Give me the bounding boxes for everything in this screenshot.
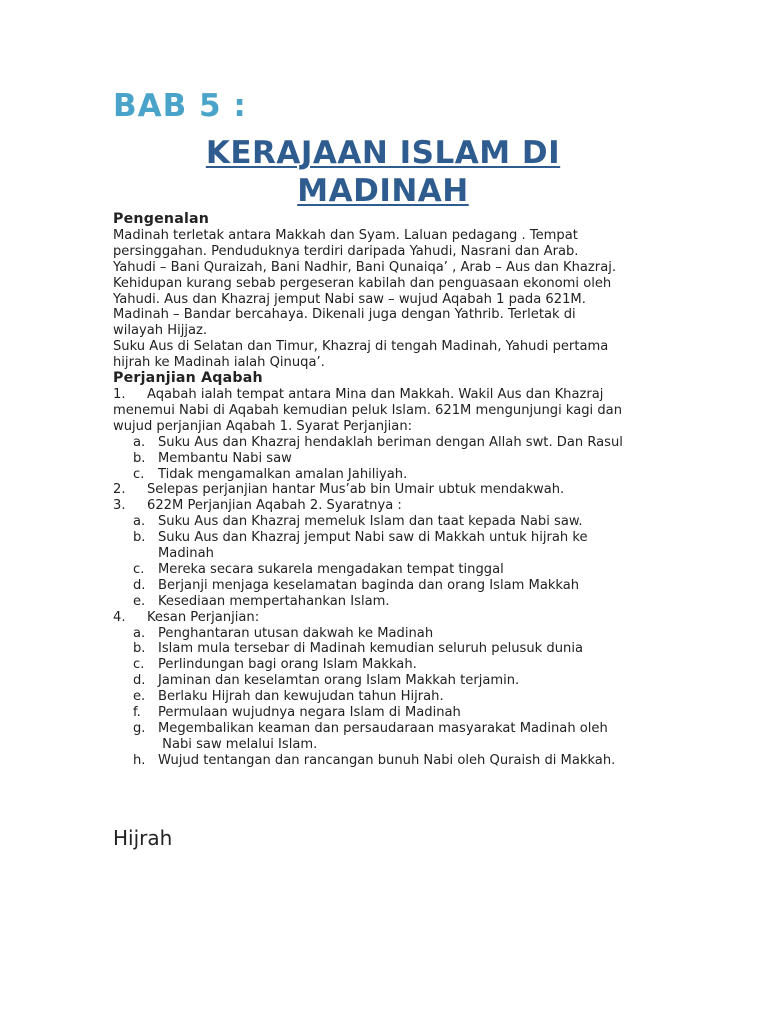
sub-item-letter: d.: [133, 577, 146, 593]
intro-line: Madinah terletak antara Makkah dan Syam. Laluan pedagang . Tempat: [113, 227, 578, 243]
numbered-item-4: [113, 610, 653, 626]
sub-item: [113, 578, 653, 594]
sub-item-text: Membantu Nabi saw: [158, 450, 292, 466]
sub-item-text: Penghantaran utusan dakwah ke Madinah: [158, 625, 434, 641]
sub-item-text: Suku Aus dan Khazraj jemput Nabi saw di Makkah untuk hijrah ke: [158, 530, 588, 546]
sub-item: [113, 562, 653, 578]
chapter-label: BAB 5 :: [113, 88, 247, 124]
item-number: 1.: [113, 386, 126, 402]
numbered-item-3: [113, 498, 653, 514]
sub-item-text: Berlaku Hijrah dan kewujudan tahun Hijrah.: [158, 689, 444, 705]
item-continuation: wujud perjanjian Aqabah 1. Syarat Perjanjian:: [113, 418, 413, 434]
sub-item-text: Permulaan wujudnya negara Islam di Madinah: [158, 705, 461, 721]
sub-item-letter: a.: [133, 514, 146, 530]
sub-item-letter: c.: [133, 466, 145, 482]
sub-item-letter: g.: [133, 721, 146, 736]
sub-item: [113, 594, 653, 610]
intro-line: Yahudi – Bani Quraizah, Bani Nadhir, Bani Qunaiqa’ , Arab – Aus dan Khazraj.: [113, 259, 617, 275]
item-text: Aqabah ialah tempat antara Mina dan Makkah. Wakil Aus dan Khazraj: [147, 386, 604, 402]
sub-item: [113, 641, 653, 657]
sub-item-letter: a.: [133, 625, 146, 641]
sub-item-text: Tidak mengamalkan amalan Jahiliyah.: [158, 466, 408, 482]
sub-item-continuation: [113, 546, 653, 562]
chapter-title-line-2: MADINAH: [297, 173, 469, 209]
sub-item-text: Megembalikan keaman dan persaudaraan masyarakat Madinah oleh: [158, 721, 608, 736]
sub-item: [113, 673, 653, 689]
intro-line: Yahudi. Aus dan Khazraj jemput Nabi saw – wujud Aqabah 1 pada 621M.: [113, 291, 586, 307]
sub-item-letter: b.: [133, 530, 146, 546]
section-heading-hijrah: Hijrah: [113, 826, 173, 850]
intro-paragraph: [113, 228, 653, 371]
sub-item: [113, 689, 653, 705]
sub-item: [113, 530, 653, 546]
sub-item-text: Madinah: [158, 546, 214, 562]
sub-item-text: Perlindungan bagi orang Islam Makkah.: [158, 657, 417, 673]
sub-item-letter: [113, 737, 158, 753]
sub-item: [113, 657, 653, 673]
sub-item: [113, 721, 653, 737]
sub-item-text: Suku Aus dan Khazraj memeluk Islam dan taat kepada Nabi saw.: [158, 514, 583, 530]
sub-item: [113, 705, 653, 721]
sub-item: [113, 514, 653, 530]
item-continuation: menemui Nabi di Aqabah kemudian peluk Islam. 621M mengunjungi kagi dan: [113, 402, 622, 418]
sub-item-letter: c.: [133, 561, 145, 577]
sub-item: [113, 467, 653, 483]
sub-item-letter: b.: [133, 641, 146, 657]
intro-line: wilayah Hijjaz.: [113, 323, 208, 339]
item-text: Kesan Perjanjian:: [147, 609, 260, 625]
item-text: Selepas perjanjian hantar Mus’ab bin Umair ubtuk mendakwah.: [147, 482, 565, 498]
chapter-title-line-1: KERAJAAN ISLAM DI: [205, 135, 561, 171]
intro-line: Madinah – Bandar bercahaya. Dikenali juga dengan Yathrib. Terletak di: [113, 307, 576, 323]
section-heading-pengenalan: Pengenalan: [113, 211, 210, 227]
numbered-item-2: [113, 482, 653, 498]
document-body: [113, 212, 653, 769]
item-text: 622M Perjanjian Aqabah 2. Syaratnya :: [147, 498, 402, 514]
sub-item-letter: c.: [133, 657, 145, 673]
sub-item-text: Berjanji menjaga keselamatan baginda dan orang Islam Makkah: [158, 577, 580, 593]
sub-item: [113, 435, 653, 451]
sub-item-continuation: [113, 737, 653, 753]
sub-item-text: Jaminan dan keselamtan orang Islam Makkah terjamin.: [158, 673, 520, 689]
sub-item: [113, 451, 653, 467]
sub-item-text: Suku Aus dan Khazraj hendaklah beriman dengan Allah swt. Dan Rasul: [158, 434, 623, 450]
sub-item-letter: e.: [133, 689, 146, 705]
sub-item-letter: f.: [133, 705, 141, 721]
sub-item-letter: h.: [133, 752, 146, 768]
sub-item-letter: b.: [133, 450, 146, 466]
section-heading-aqabah: Perjanjian Aqabah: [113, 370, 263, 387]
sub-item-text: Nabi saw melalui Islam.: [158, 736, 318, 752]
sub-item-letter: d.: [133, 673, 146, 689]
sub-item-letter: a.: [133, 434, 146, 450]
item-number: 4.: [113, 609, 126, 625]
sub-item-text: Wujud tentangan dan rancangan bunuh Nabi oleh Quraish di Makkah.: [158, 752, 616, 768]
sub-item-text: Kesediaan mempertahankan Islam.: [158, 593, 390, 609]
intro-line: persinggahan. Penduduknya terdiri daripada Yahudi, Nasrani dan Arab.: [113, 243, 579, 259]
sub-item-text: Mereka secara sukarela mengadakan tempat tinggal: [158, 561, 504, 577]
numbered-item-1: [113, 387, 653, 403]
sub-item: [113, 626, 653, 642]
intro-line: Suku Aus di Selatan dan Timur, Khazraj di tengah Madinah, Yahudi pertama: [113, 339, 609, 355]
sub-item-letter: [113, 546, 158, 562]
item-number: 2.: [113, 482, 126, 498]
sub-item-letter: e.: [133, 593, 146, 609]
item-number: 3.: [113, 498, 126, 514]
intro-line: Kehidupan kurang sebab pergeseran kabilah dan penguasaan ekonomi oleh: [113, 275, 612, 291]
sub-item: [113, 753, 653, 769]
sub-item-text: Islam mula tersebar di Madinah kemudian seluruh pelusuk dunia: [158, 641, 583, 657]
intro-line: hijrah ke Madinah ialah Qinuqa’.: [113, 355, 325, 371]
